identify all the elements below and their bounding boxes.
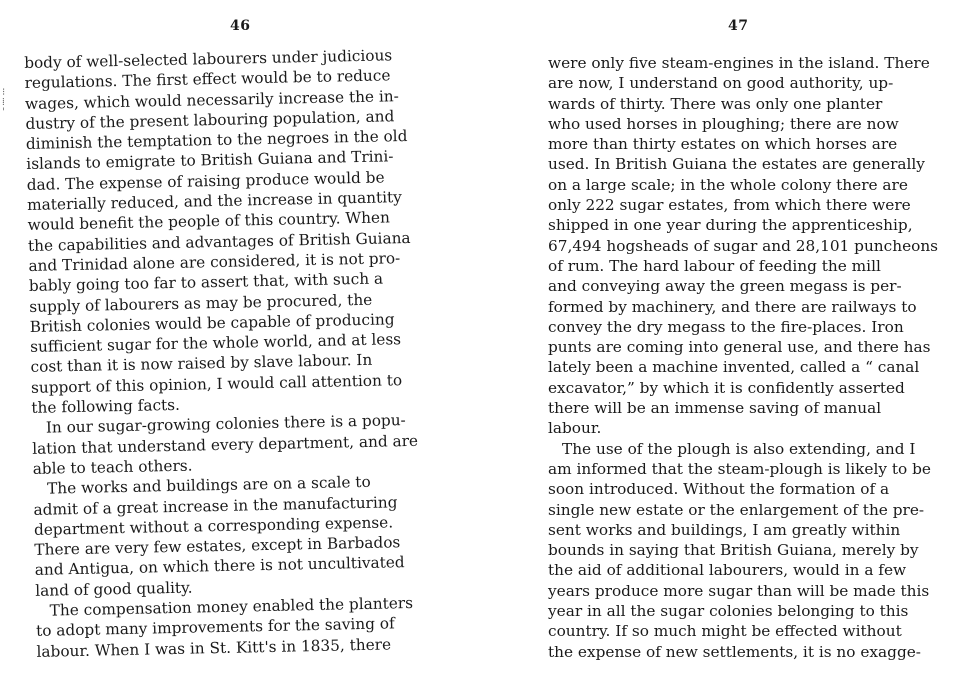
- text-line: support of this opinion, I would call attention to: [30, 370, 403, 397]
- text-line: the following facts.: [31, 395, 181, 417]
- text-line: who used horses in ploughing; there are now: [548, 114, 899, 133]
- text-line: on a large scale; in the whole colony there are: [548, 175, 908, 194]
- text-line: There are very few estates, except in Barbados: [34, 533, 401, 560]
- gutter-marks: ⁝ ⁞ ': [2, 87, 6, 118]
- text-line: soon introduced. Without the formation of a: [548, 480, 890, 499]
- text-line: are now, I understand on good authority, up-: [548, 74, 894, 93]
- text-line: to adopt many improvements for the saving of: [35, 614, 395, 641]
- text-line: and conveying away the green megass is per-: [548, 277, 902, 296]
- text-line: shipped in one year during the apprenticeship,: [548, 216, 913, 235]
- text-line: used. In British Guiana the estates are generally: [548, 155, 925, 174]
- text-line: The compensation money enabled the planters: [49, 593, 414, 620]
- right-page: [490, 0, 980, 692]
- text-line: In our sugar-growing colonies there is a popu-: [45, 411, 406, 437]
- text-line: country. If so much might be effected without: [548, 622, 902, 641]
- text-line: materially reduced, and the increase in quantity: [26, 188, 403, 215]
- text-line: The works and buildings are on a scale to: [46, 473, 371, 498]
- text-line: convey the dry megass to the fire-places. Iron: [548, 317, 904, 336]
- text-line: 67,494 hogsheads of sugar and 28,101 puncheons: [548, 236, 939, 255]
- text-line: and Trinidad alone are considered, it is not pro-: [28, 249, 401, 275]
- text-line: am informed that the steam-plough is likely to be: [548, 459, 931, 478]
- text-line: punts are coming into general use, and there has: [548, 338, 931, 357]
- text-line: department without a corresponding expense.: [33, 513, 394, 539]
- text-line: admit of a great increase in the manufacturing: [33, 492, 398, 519]
- text-line: body of well-selected labourers under judicious: [24, 46, 393, 72]
- text-line: bably going too far to assert that, with such a: [28, 269, 384, 296]
- text-line: wards of thirty. There was only one planter: [548, 94, 883, 113]
- text-line: excavator,” by which it is confidently asserted: [548, 378, 905, 397]
- text-line: lation that understand every department, and are: [32, 431, 419, 458]
- text-line: bounds in saying that British Guiana, merely by: [548, 541, 919, 560]
- text-line: diminish the temptation to the negroes in the old: [25, 127, 408, 154]
- text-line: more than thirty estates on which horses are: [548, 135, 898, 154]
- text-line: and Antigua, on which there is not uncultivated: [34, 553, 405, 580]
- left-page-text: [24, 44, 457, 662]
- text-line: single new estate or the enlargement of the pre-: [548, 500, 925, 519]
- text-line: the aid of additional labourers, would in a few: [548, 561, 907, 580]
- text-line: of rum. The hard labour of feeding the mill: [548, 256, 881, 275]
- text-line: cost than it is now raised by slave labour. In: [30, 351, 373, 377]
- text-line: the expense of new settlements, it is no exagge-: [548, 642, 921, 661]
- text-line: would benefit the people of this country. When: [27, 208, 391, 235]
- text-line: supply of labourers as may be procured, the: [29, 290, 373, 316]
- text-line: the capabilities and advantages of British Guiana: [27, 228, 411, 255]
- text-line: year in all the sugar colonies belonging to this: [548, 602, 909, 621]
- text-line: years produce more sugar than will be made this: [548, 581, 930, 600]
- text-line: sent works and buildings, I am greatly within: [548, 520, 901, 539]
- right-page-text: [548, 53, 956, 662]
- text-line: labour.: [548, 419, 602, 438]
- text-line: lately been a machine invented, called a “ canal: [548, 358, 920, 377]
- text-line: dad. The expense of raising produce would be: [26, 168, 385, 194]
- text-line: labour. When I was in St. Kitt's in 1835, there: [36, 635, 392, 661]
- text-line: regulations. The first effect would be to reduce: [24, 66, 391, 93]
- text-line: wages, which would necessarily increase the in-: [24, 86, 399, 113]
- text-line: British colonies would be capable of producing: [29, 310, 395, 336]
- page-number-left: 46: [230, 18, 251, 34]
- text-line: dustry of the present labouring population, and: [25, 107, 395, 133]
- text-line: were only five steam-engines in the island. There: [548, 54, 930, 72]
- text-line: there will be an immense saving of manual: [548, 399, 882, 418]
- text-line: only 222 sugar estates, from which there were: [548, 196, 911, 215]
- page-number-right: 47: [728, 18, 749, 34]
- text-line: islands to emigrate to British Guiana and Trini-: [26, 147, 394, 174]
- text-line: sufficient sugar for the whole world, and at less: [29, 330, 402, 357]
- text-line: The use of the plough is also extending, and I: [562, 439, 916, 458]
- text-line: land of good quality.: [35, 578, 193, 600]
- text-line: formed by machinery, and there are railways to: [548, 297, 917, 316]
- text-line: able to teach others.: [32, 456, 193, 478]
